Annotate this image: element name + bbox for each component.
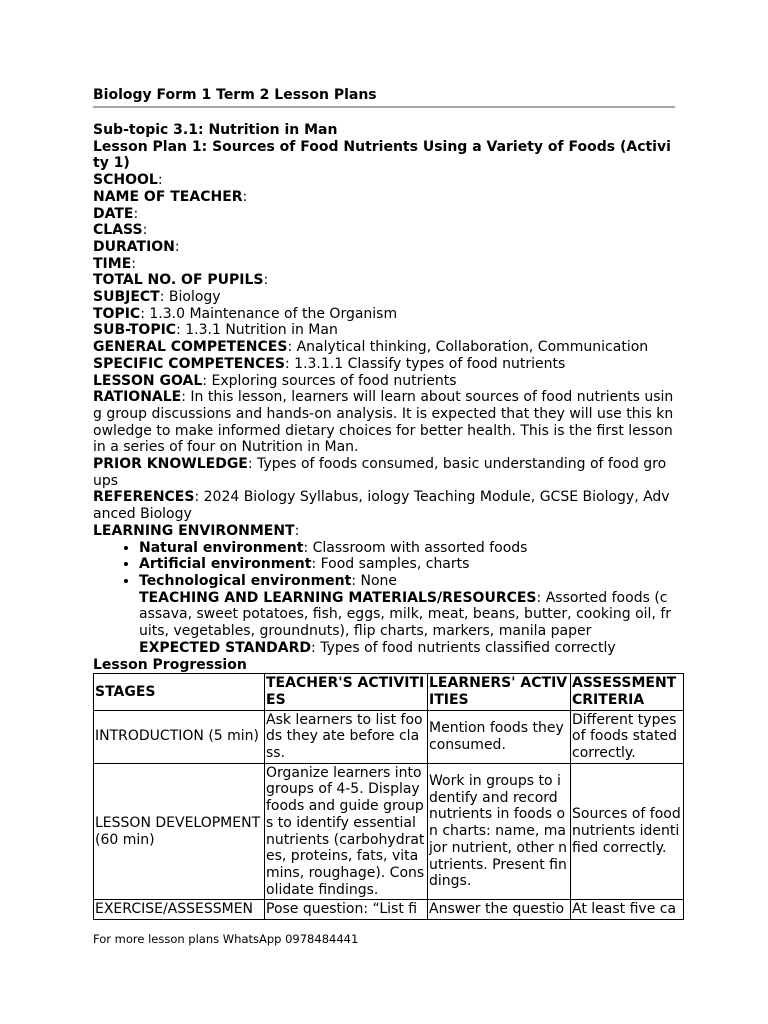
- field-value: Biology: [168, 289, 221, 306]
- field-label: RATIONALE: [93, 389, 182, 406]
- column-header: STAGES: [94, 674, 265, 710]
- field-label: SCHOOL: [93, 172, 158, 189]
- field-value: Exploring sources of food nutrients: [211, 372, 457, 389]
- env-label: Natural environment: [139, 539, 304, 556]
- table-row: [94, 900, 684, 920]
- environment-list: [93, 540, 675, 590]
- lesson-progression-table: [93, 673, 684, 920]
- field-materials: TEACHING AND LEARNING MATERIALS/RESOURCES: Assorted foods (cassava, sweet potatoes, fish, eggs, milk, meat, beans, butter, cooking oil, fruits, vegetables, groundnuts), flip charts, markers, manila paper: [139, 589, 672, 640]
- table-cell: Pose question: “List fi: [265, 900, 428, 920]
- footer-note: For more lesson plans WhatsApp 0978484441: [93, 932, 359, 946]
- field-label: LEARNING ENVIRONMENT: [93, 522, 295, 539]
- env-value: Classroom with assorted foods: [312, 539, 528, 556]
- list-item: • Natural environment: Classroom with assorted foods: [139, 540, 675, 557]
- table-cell: INTRODUCTION (5 min): [94, 710, 265, 763]
- table-cell: Answer the questio: [428, 900, 571, 920]
- table-cell: EXERCISE/ASSESSMEN: [94, 900, 265, 920]
- field-value: 1.3.0 Maintenance of the Organism: [149, 305, 398, 322]
- field-label: SUB-TOPIC: [93, 322, 177, 339]
- field-label: GENERAL COMPETENCES: [93, 339, 288, 356]
- field-subject: SUBJECT: Biology: [93, 289, 221, 306]
- field-label: REFERENCES: [93, 489, 195, 506]
- env-label: Artificial environment: [139, 556, 312, 573]
- field-value: In this lesson, learners will learn about sources of food nutrients using group discussions and hands-on analysis. It is expected that they will use this knowledge to make informed dietary choices for better health. This is the first lesson in a series of four on Nutrition in Man.: [93, 389, 674, 456]
- field-pupils: TOTAL NO. OF PUPILS:: [93, 272, 269, 289]
- field-label: DURATION: [93, 238, 175, 255]
- table-cell: Organize learners into groups of 4-5. Display foods and guide groups to identify essential nutrients (carbohydrates, proteins, fats, vitamins, roughage). Consolidate findings.: [265, 763, 428, 900]
- field-label: NAME OF TEACHER: [93, 188, 243, 205]
- field-value: 2024 Biology Syllabus, iology Teaching Module, GCSE Biology, Advanced Biology: [93, 489, 670, 523]
- field-school: SCHOOL:: [93, 172, 163, 189]
- table-header-row: [94, 674, 684, 710]
- list-item: • Technological environment: None: [139, 573, 675, 590]
- env-label: Technological environment: [139, 572, 352, 589]
- field-date: DATE:: [93, 205, 139, 222]
- field-learning-environment: LEARNING ENVIRONMENT:: [93, 522, 300, 539]
- field-label: LESSON GOAL: [93, 372, 203, 389]
- table-cell: At least five ca: [571, 900, 684, 920]
- env-value: None: [360, 572, 398, 589]
- table-row: [94, 710, 684, 763]
- field-specific-competences: SPECIFIC COMPETENCES: 1.3.1.1 Classify types of food nutrients: [93, 355, 566, 372]
- field-value: Types of foods consumed, basic understanding of food groups: [93, 456, 667, 489]
- subtopic-heading: Sub-topic 3.1: Nutrition in Man: [93, 122, 338, 138]
- field-prior-knowledge: PRIOR KNOWLEDGE: Types of foods consumed, basic understanding of food groups: [93, 456, 667, 489]
- column-header: ASSESSMENT CRITERIA: [571, 674, 684, 710]
- table-cell: Sources of food nutrients identified correctly.: [571, 763, 684, 900]
- field-class: CLASS:: [93, 222, 148, 239]
- field-lesson-goal: LESSON GOAL: Exploring sources of food nutrients: [93, 372, 457, 389]
- field-label: TOTAL NO. OF PUPILS: [93, 272, 264, 289]
- field-time: TIME:: [93, 255, 136, 272]
- document-title: Biology Form 1 Term 2 Lesson Plans: [93, 86, 675, 108]
- field-topic: TOPIC: 1.3.0 Maintenance of the Organism: [93, 305, 398, 322]
- list-item: • Artificial environment: Food samples, charts: [139, 556, 675, 573]
- table-cell: LESSON DEVELOPMENT (60 min): [94, 763, 265, 900]
- column-header: LEARNERS' ACTIVITIES: [428, 674, 571, 710]
- field-value: Types of food nutrients classified correctly: [320, 639, 616, 656]
- table-cell: Ask learners to list foods they ate before class.: [265, 710, 428, 763]
- field-label: PRIOR KNOWLEDGE: [93, 456, 248, 473]
- progression-heading: Lesson Progression: [93, 656, 247, 673]
- field-label: TIME: [93, 255, 132, 272]
- field-value: Assorted foods (cassava, sweet potatoes, fish, eggs, milk, meat, beans, butter, cooking oil, fruits, vegetables, groundnuts), flip charts, markers, manila paper: [139, 589, 672, 640]
- table-cell: Mention foods they consumed.: [428, 710, 571, 763]
- field-value: 1.3.1.1 Classify types of food nutrients: [294, 355, 566, 372]
- field-label: DATE: [93, 205, 134, 222]
- field-label: TOPIC: [93, 305, 141, 322]
- field-label: SPECIFIC COMPETENCES: [93, 355, 285, 372]
- field-subtopic: SUB-TOPIC: 1.3.1 Nutrition in Man: [93, 322, 338, 339]
- field-value: Analytical thinking, Collaboration, Communication: [296, 339, 649, 356]
- field-expected-standard: EXPECTED STANDARD: Types of food nutrients classified correctly: [139, 639, 616, 656]
- table-row: [94, 763, 684, 900]
- field-label: SUBJECT: [93, 289, 160, 306]
- env-value: Food samples, charts: [320, 556, 470, 573]
- table-cell: Different types of foods stated correctly.: [571, 710, 684, 763]
- document-page: [93, 86, 681, 920]
- field-duration: DURATION:: [93, 238, 180, 255]
- field-label: TEACHING AND LEARNING MATERIALS/RESOURCES: [139, 589, 537, 606]
- column-header: TEACHER'S ACTIVITIES: [265, 674, 428, 710]
- field-rationale: RATIONALE: In this lesson, learners will learn about sources of food nutrients using group discussions and hands-on analysis. It is expected that they will use this knowledge to make informed dietary choices for better health. This is the first lesson in a series of four on Nutrition in Man.: [93, 389, 674, 456]
- field-label: CLASS: [93, 222, 143, 239]
- field-general-competences: GENERAL COMPETENCES: Analytical thinking, Collaboration, Communication: [93, 339, 649, 356]
- table-cell: Work in groups to identify and record nutrients in foods on charts: name, major nutrient, other nutrients. Present findings.: [428, 763, 571, 900]
- lesson-plan-heading: Lesson Plan 1: Sources of Food Nutrients Using a Variety of Foods (Activity 1): [93, 138, 671, 172]
- field-label: EXPECTED STANDARD: [139, 639, 312, 656]
- lesson-plan-body: [93, 122, 681, 920]
- field-value: 1.3.1 Nutrition in Man: [185, 322, 338, 339]
- field-references: REFERENCES: 2024 Biology Syllabus, iology Teaching Module, GCSE Biology, Advanced Biology: [93, 489, 670, 523]
- field-teacher: NAME OF TEACHER:: [93, 188, 248, 205]
